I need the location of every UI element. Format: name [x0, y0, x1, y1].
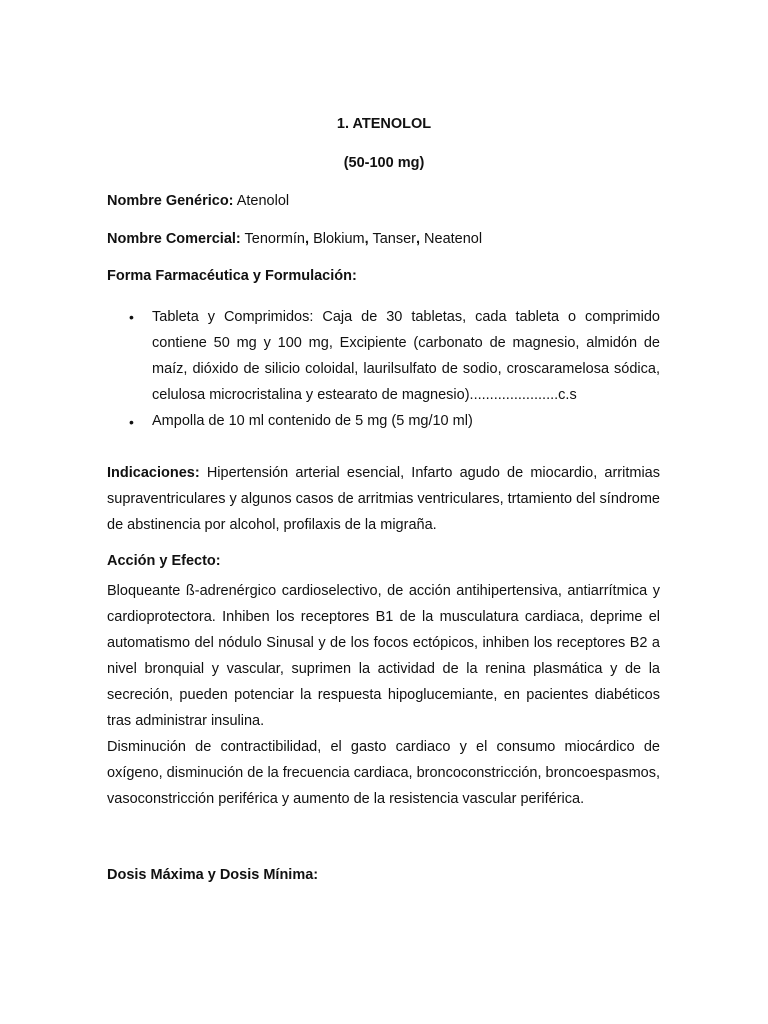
commercial-separator: , [364, 231, 369, 247]
bullet-marker: • [129, 414, 134, 430]
indications-text: Hipertensión arterial esencial, Infarto agudo de miocardio, arritmias supraventriculares y algunos casos de arritmias ventriculares, trtamiento del síndrome de abstinencia por alcohol, profilaxis de la migraña. [107, 465, 660, 533]
commercial-name-3: Tanser [372, 231, 416, 247]
indications-paragraph [107, 460, 660, 538]
commercial-name-4: Neatenol [424, 231, 483, 247]
action-paragraph-1: Bloqueante ß-adrenérgico cardioselectivo, de acción antihipertensiva, antiarrítmica y cardioprotectora. Inhiben los receptores B1 de la musculatura cardiaca, deprime el automatismo del nódulo Sinusal y de los focos ectópicos, inhiben los receptores B2 a nivel bronquial y vascular, suprimen la actividad de la renina plasmática y de la secreción, pueden potenciar la respuesta hipoglucemiante, en pacientes diabéticos tras administrar insulina. [107, 583, 660, 729]
indications-label: Indicaciones: [107, 465, 200, 481]
generic-name-value: Atenolol [233, 193, 290, 209]
commercial-name-1: Tenormín [244, 231, 305, 247]
formulation-heading: Forma Farmacéutica y Formulación: [107, 268, 357, 284]
generic-name-line [107, 193, 289, 209]
dosage-heading: Dosis Máxima y Dosis Mínima: [107, 867, 319, 883]
commercial-name-line [107, 231, 482, 247]
commercial-separator: , [305, 231, 310, 247]
commercial-separator: , [415, 231, 421, 247]
dose-range: (50-100 mg) [343, 155, 425, 171]
action-paragraph-2: Disminución de contractibilidad, el gasto cardiaco y el consumo miocárdico de oxígeno, disminución de la frecuencia cardiaca, broncoconstricción, broncoespasmos, vasoconstricción periférica y aumento de la resistencia vascular periférica. [107, 739, 660, 807]
commercial-name-2: Blokium [313, 231, 365, 247]
bullet-marker: • [129, 309, 134, 325]
formulation-item-tablets: Tableta y Comprimidos: Caja de 30 tabletas, cada tableta o comprimido contiene 50 mg y 100 mg, Excipiente (carbonato de magnesio, almidón de maíz, dióxido de silicio coloidal, laurilsulfato de sodio, croscaramelosa sódica, celulosa microcristalina y estearato de magnesio)......................c.s [152, 309, 660, 403]
commercial-name-label: Nombre Comercial: [107, 231, 241, 247]
document-title: 1. ATENOLOL [336, 116, 432, 132]
formulation-item-ampoule: Ampolla de 10 ml contenido de 5 mg (5 mg/10 ml) [152, 413, 473, 429]
action-heading: Acción y Efecto: [107, 553, 221, 569]
generic-name-label: Nombre Genérico: [107, 193, 234, 209]
